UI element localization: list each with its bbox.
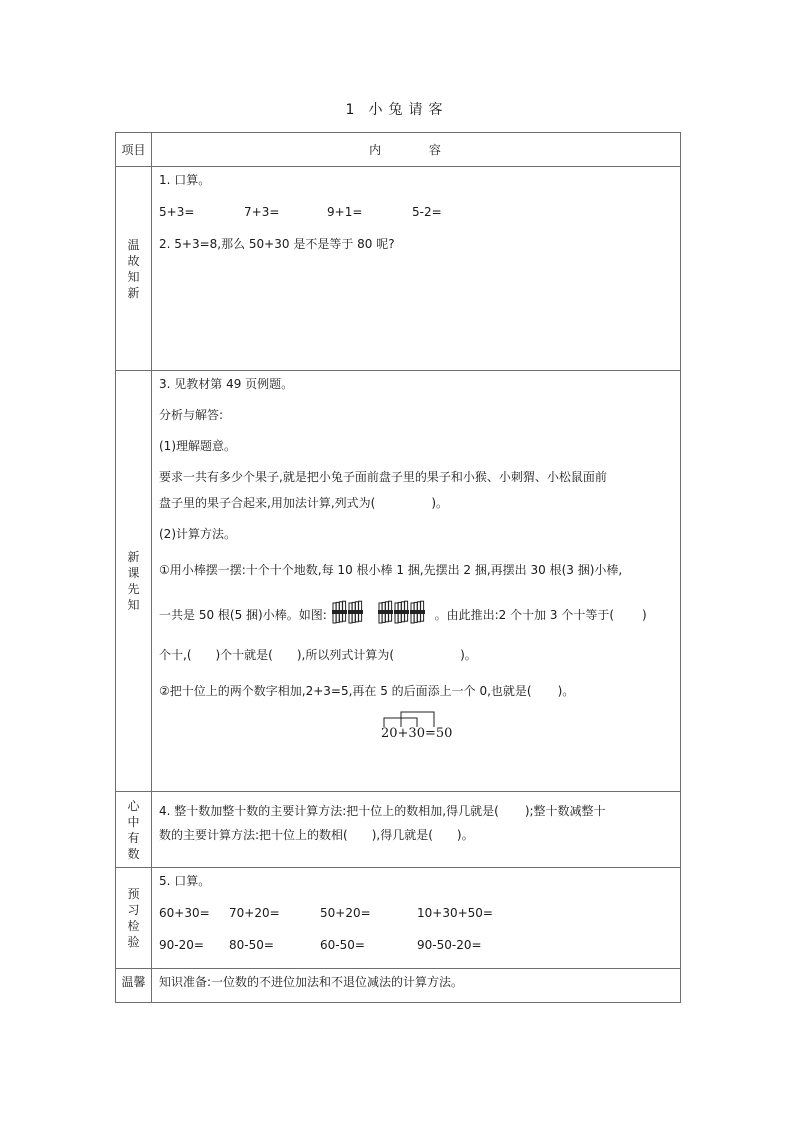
p1-text-b: 盘子里的果子合起来,用加法计算,列式为( <box>159 496 376 510</box>
m2-text-b: )。 <box>557 684 575 698</box>
new-content <box>152 371 681 792</box>
stick-bundles-svg <box>331 599 435 627</box>
m1-text-d: ) <box>642 608 647 622</box>
q5-item: 10+30+50= <box>417 906 493 920</box>
tip-text: 知识准备:一位数的不进位加法和不退位减法的计算方法。 <box>159 975 464 989</box>
q2-text: 2. 5+3=8,那么 50+30 是不是等于 80 呢? <box>159 237 395 251</box>
m2-text-a: ②把十位上的两个数字相加,2+3=5,再在 5 的后面添上一个 0,也就是( <box>159 684 532 698</box>
check-label: 预习检验 <box>127 887 140 949</box>
p1-text-line <box>159 494 674 512</box>
q5-item: 60-50= <box>320 938 365 952</box>
q1-item-3: 9+1= <box>327 205 363 219</box>
m2-line <box>159 682 674 700</box>
review-label: 温故知新 <box>127 237 140 300</box>
stick-bundle-icon <box>410 601 425 623</box>
m1-line-3 <box>159 646 674 664</box>
new-label-cell <box>116 371 152 792</box>
m1-text-g: ),所以列式计算为( <box>296 648 395 662</box>
summary-text-a: 4. 整十数加整十数的主要计算方法:把十位上的数相加,得几就是( <box>159 804 499 818</box>
q5-title: 5. 口算。 <box>159 874 211 888</box>
new-label: 新课先知 <box>127 550 140 612</box>
summary-text-b: );整十数减整十 <box>524 804 606 818</box>
m1-text-a: ①用小棒摆一摆:十个十个地数,每 10 根小棒 1 捆,先摆出 2 捆,再摆出 30 根(3 捆)小棒, <box>159 563 623 577</box>
stick-bundles-figure <box>331 599 435 632</box>
q1-items <box>159 203 674 221</box>
lesson-title: 小兔请客 <box>368 102 449 118</box>
q5-item: 70+20= <box>229 906 280 920</box>
q5-item: 90-50-20= <box>417 938 482 952</box>
header-row <box>116 133 681 167</box>
check-label-cell <box>116 868 152 969</box>
m1-text-b: 一共是 50 根(5 捆)小棒。如图: <box>159 608 327 622</box>
m1-text-e: 个十,( <box>159 648 192 662</box>
summary-label-cell <box>116 792 152 868</box>
tip-label: 温馨 <box>121 975 146 989</box>
p1-text-a: 要求一共有多少个果子,就是把小兔子面前盘子里的果子和小猴、小刺猬、小松鼠面前 <box>159 470 607 484</box>
stick-bundle-icon <box>348 601 363 623</box>
m1-text-c: 。由此推出:2 个十加 3 个十等于( <box>434 608 615 622</box>
q5-row-1 <box>159 904 674 922</box>
summary-label: 心中有数 <box>127 798 140 861</box>
m1-line-2 <box>159 599 674 632</box>
check-content <box>152 868 681 969</box>
analysis-text: 分析与解答: <box>159 408 224 422</box>
header-item: 项目 <box>116 133 152 167</box>
q5-item: 50+20= <box>320 906 371 920</box>
summary-row <box>116 792 681 868</box>
q1-item-1: 5+3= <box>159 205 195 219</box>
summary-line-1 <box>159 802 674 820</box>
review-row <box>116 167 681 371</box>
m1-text-f: )个十就是( <box>215 648 273 662</box>
q5-item: 60+30= <box>159 906 210 920</box>
m1-text-h: )。 <box>460 648 477 662</box>
q1-item-4: 5-2= <box>412 205 442 219</box>
q5-item: 80-50= <box>229 938 274 952</box>
review-content <box>152 167 681 371</box>
equation-figure <box>159 710 674 754</box>
page-title <box>0 99 794 119</box>
new-row <box>116 371 681 792</box>
summary-text-e: )。 <box>456 828 474 842</box>
tip-row <box>116 969 681 1003</box>
review-label-cell <box>116 167 152 371</box>
lesson-number: 1 <box>345 102 355 118</box>
summary-text-d: ),得几就是( <box>371 828 433 842</box>
q1-title: 1. 口算。 <box>159 173 211 187</box>
tip-content <box>152 969 681 1003</box>
header-content: 内 容 <box>152 133 681 167</box>
equation-text: 20+30=50 <box>381 726 453 741</box>
stick-bundle-icon <box>378 601 393 623</box>
tip-label-cell <box>116 969 152 1003</box>
check-row <box>116 868 681 969</box>
summary-text-c: 数的主要计算方法:把十位上的数相( <box>159 828 348 842</box>
lesson-table <box>115 132 681 1003</box>
stick-bundle-icon <box>394 601 409 623</box>
summary-line-2 <box>159 826 674 844</box>
stick-bundle-icon <box>332 601 347 623</box>
p1-title: (1)理解题意。 <box>159 439 236 453</box>
q5-row-2 <box>159 936 674 954</box>
q3-text: 3. 见教材第 49 页例题。 <box>159 377 294 391</box>
summary-content <box>152 792 681 868</box>
p2-title: (2)计算方法。 <box>159 527 236 541</box>
q5-item: 90-20= <box>159 938 204 952</box>
p1-text-c: )。 <box>431 496 448 510</box>
q1-item-2: 7+3= <box>244 205 280 219</box>
